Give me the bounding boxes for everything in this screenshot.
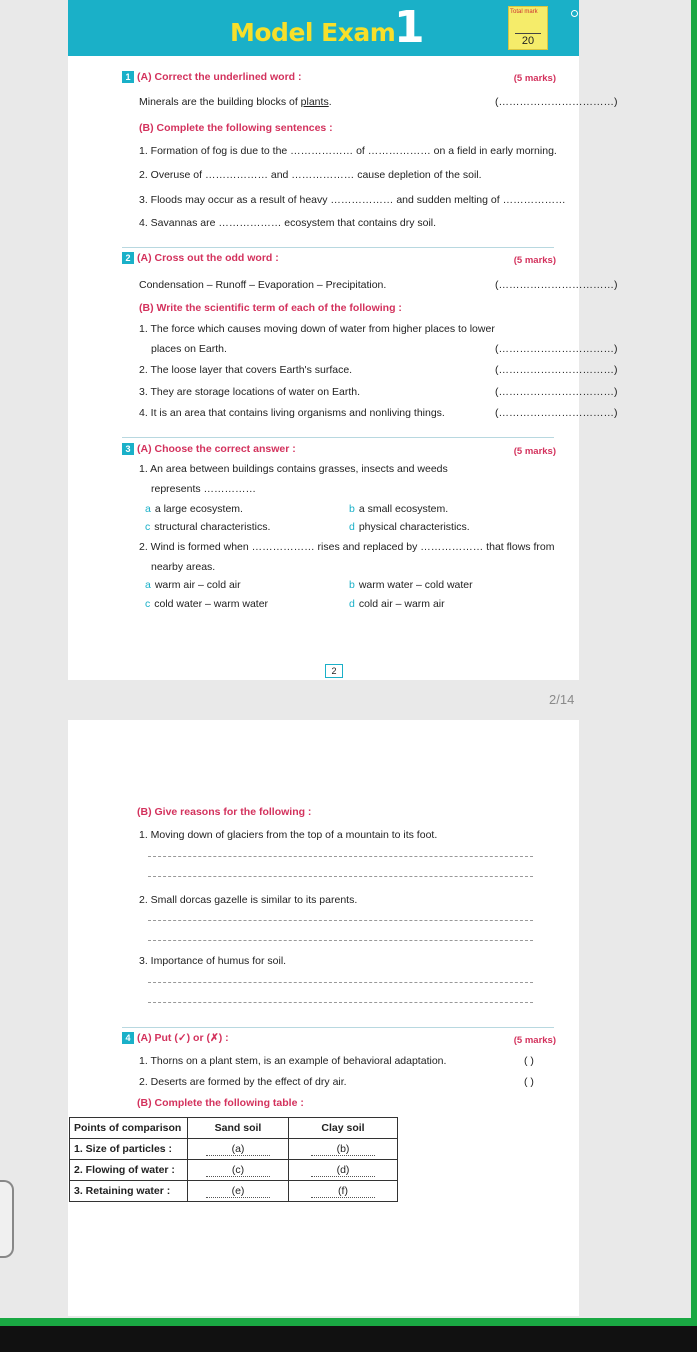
reason-item: 3. Importance of humus for soil. [139, 955, 287, 967]
q3-b-title: (B) Give reasons for the following : [137, 806, 312, 818]
q2-a-title: 2 (A) Cross out the odd word : [122, 252, 279, 264]
page-counter: 2/14 [549, 692, 575, 707]
option-d[interactable]: d physical characteristics. [349, 521, 470, 533]
q3-number: 3 [122, 443, 134, 455]
answer-line[interactable] [148, 856, 533, 857]
q2-b-title: (B) Write the scientific term of each of the following : [139, 302, 402, 314]
bottom-green-bar [0, 1318, 697, 1326]
q3-marks: (5 marks) [513, 446, 556, 457]
option-b[interactable]: b a small ecosystem. [349, 503, 449, 515]
divider [122, 247, 554, 248]
table-cell: 1. Size of particles : [70, 1139, 188, 1160]
answer-bracket[interactable]: (……………………………) [495, 364, 618, 376]
table-header: Clay soil [289, 1118, 398, 1139]
right-border [691, 0, 697, 1352]
table-blank[interactable]: (a) [206, 1143, 270, 1156]
decor-circle-icon [571, 10, 578, 17]
divider [122, 1027, 554, 1028]
bottom-black-bar [0, 1326, 697, 1352]
q3-question-cont: represents …………… [151, 483, 257, 495]
exam-page-1 [68, 0, 618, 680]
table-header: Sand soil [188, 1118, 289, 1139]
table-header: Points of comparison [70, 1118, 188, 1139]
q2-b-item-cont: places on Earth. [151, 343, 227, 355]
exam-page-2 [68, 720, 579, 1316]
option-b[interactable]: b warm water – cold water [349, 579, 473, 591]
check-bracket[interactable]: ( ) [524, 1076, 534, 1088]
answer-line[interactable] [148, 1002, 533, 1003]
answer-line[interactable] [148, 876, 533, 877]
option-c[interactable]: c cold water – warm water [145, 598, 269, 610]
option-c[interactable]: c structural characteristics. [145, 521, 271, 533]
answer-line[interactable] [148, 982, 533, 983]
q1-number: 1 [122, 71, 134, 83]
q1-b-title: (B) Complete the following sentences : [139, 122, 333, 134]
q2-marks: (5 marks) [513, 255, 556, 266]
q3-a-title: 3 (A) Choose the correct answer : [122, 443, 296, 455]
reason-item: 1. Moving down of glaciers from the top of a mountain to its foot. [139, 829, 438, 841]
q1-a-sentence: Minerals are the building blocks of plants. [139, 96, 332, 108]
table-blank[interactable]: (b) [311, 1143, 375, 1156]
table-row [70, 1181, 398, 1202]
q2-b-item: 4. It is an area that contains living organisms and nonliving things. [139, 407, 445, 419]
q2-a-sentence: Condensation – Runoff – Evaporation – Precipitation. [139, 279, 387, 291]
answer-bracket[interactable]: (……………………………) [495, 386, 618, 398]
q1-b-item: 4. Savannas are ……………… ecosystem that contains dry soil. [139, 217, 437, 229]
page-number: 2 [325, 664, 343, 678]
table-row [70, 1160, 398, 1181]
comparison-table [69, 1117, 398, 1202]
table-row [70, 1139, 398, 1160]
answer-line[interactable] [148, 940, 533, 941]
reason-item: 2. Small dorcas gazelle is similar to its parents. [139, 894, 358, 906]
answer-bracket[interactable]: (……………………………) [495, 279, 618, 291]
table-blank[interactable]: (d) [311, 1164, 375, 1177]
table-blank[interactable]: (f) [311, 1185, 375, 1198]
table-cell: 3. Retaining water : [70, 1181, 188, 1202]
table-cell: 2. Flowing of water : [70, 1160, 188, 1181]
option-a[interactable]: a warm air – cold air [145, 579, 241, 591]
q1-b-item: 1. Formation of fog is due to the ……………… of ……………… on a field in early morning. [139, 145, 557, 157]
q3-question: 2. Wind is formed when ……………… rises and replaced by ……………… that flows from [139, 541, 555, 553]
total-mark-label: Total mark [510, 9, 538, 15]
option-a[interactable]: a a large ecosystem. [145, 503, 243, 515]
check-bracket[interactable]: ( ) [524, 1055, 534, 1067]
option-d[interactable]: d cold air – warm air [349, 598, 445, 610]
q2-b-item: 3. They are storage locations of water on Earth. [139, 386, 361, 398]
exam-title: Model Exam [230, 18, 396, 47]
true-false-item: 2. Deserts are formed by the effect of dry air. [139, 1076, 347, 1088]
q4-b-title: (B) Complete the following table : [137, 1097, 304, 1109]
q1-b-item: 3. Floods may occur as a result of heavy ……………… and sudden melting of ……………… [139, 194, 566, 206]
q4-marks: (5 marks) [513, 1035, 556, 1046]
answer-bracket[interactable]: (……………………………) [495, 407, 618, 419]
table-blank[interactable]: (e) [206, 1185, 270, 1198]
q2-b-item: 1. The force which causes moving down of water from higher places to lower [139, 323, 495, 335]
q2-number: 2 [122, 252, 134, 264]
total-mark-value: 20 [521, 35, 535, 47]
q4-number: 4 [122, 1032, 134, 1044]
q1-b-item: 2. Overuse of ……………… and ……………… cause depletion of the soil. [139, 169, 482, 181]
table-header-row [70, 1118, 398, 1139]
side-scroll-handle[interactable] [0, 1180, 14, 1258]
table-blank[interactable]: (c) [206, 1164, 270, 1177]
true-false-item: 1. Thorns on a plant stem, is an example of behavioral adaptation. [139, 1055, 447, 1067]
q1-a-title: 1 (A) Correct the underlined word : [122, 71, 302, 83]
exam-number: 1 [394, 2, 425, 53]
underlined-word: plants [300, 96, 329, 108]
q3-question-cont: nearby areas. [151, 561, 216, 573]
answer-bracket[interactable]: (……………………………) [495, 96, 618, 108]
q1-marks: (5 marks) [513, 73, 556, 84]
total-mark-box [508, 6, 548, 50]
answer-line[interactable] [148, 920, 533, 921]
divider [122, 437, 554, 438]
answer-bracket[interactable]: (……………………………) [495, 343, 618, 355]
q3-question: 1. An area between buildings contains grasses, insects and weeds [139, 463, 448, 475]
q4-a-title: 4 (A) Put (✓) or (✗) : [122, 1032, 229, 1044]
q2-b-item: 2. The loose layer that covers Earth's surface. [139, 364, 353, 376]
exam-header [68, 0, 579, 56]
